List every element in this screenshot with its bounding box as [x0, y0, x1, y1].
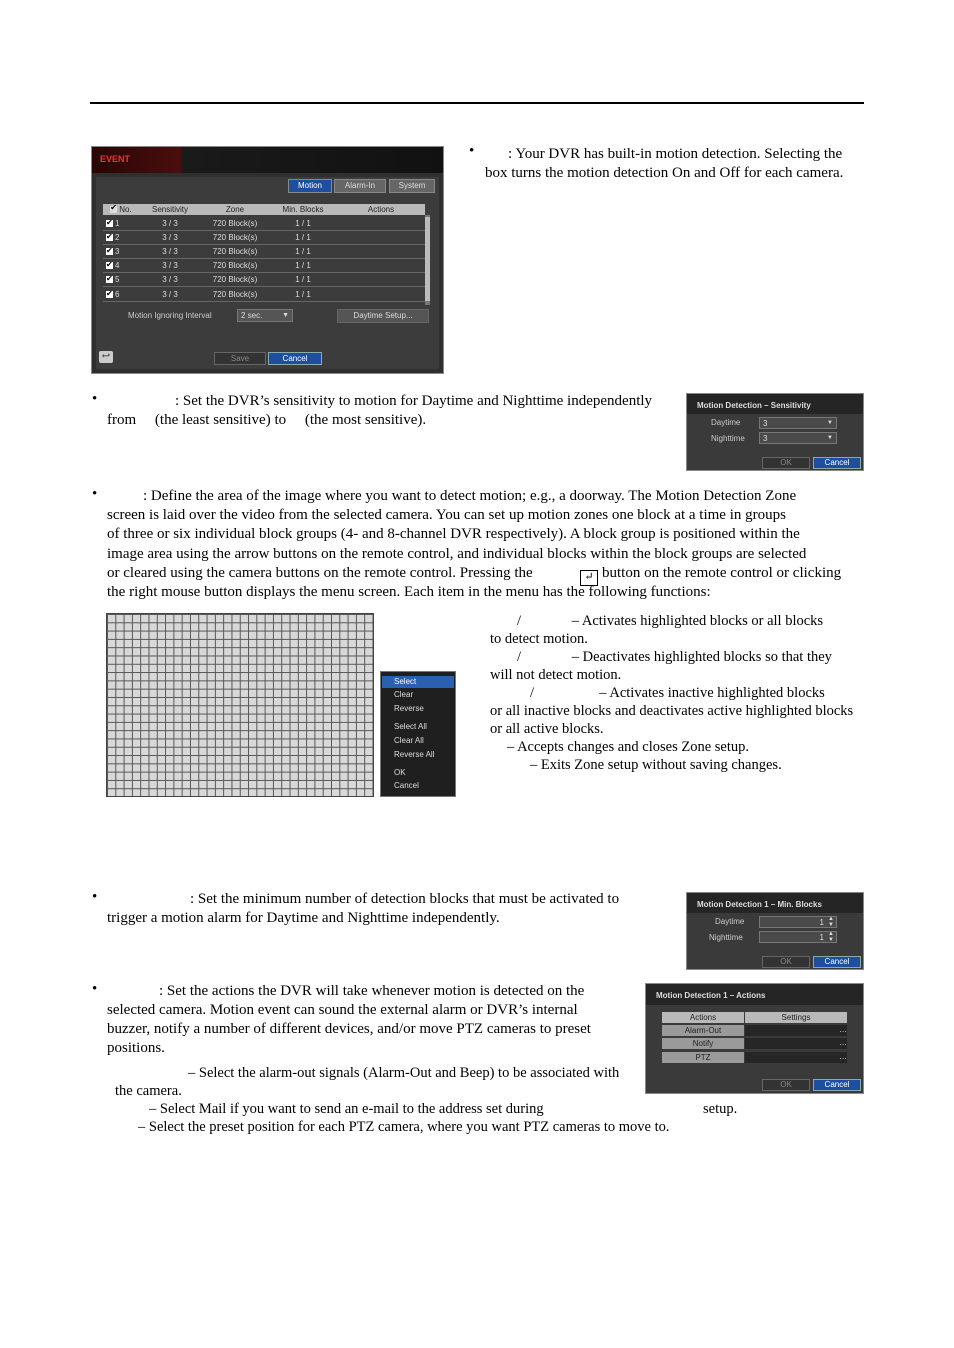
sensitivity-dialog [686, 393, 864, 471]
bullet: • [92, 889, 98, 905]
row-no[interactable]: ✔5 [103, 273, 139, 287]
nighttime-value: 1 [819, 933, 824, 942]
row-min-blocks[interactable]: 1 / 1 [269, 288, 337, 302]
table-row[interactable] [103, 273, 427, 287]
actions-sub1: – Select the alarm-out signals (Alarm-Out and Beep) to be associated with [188, 1065, 620, 1081]
minblocks-dialog-title: Motion Detection 1 – Min. Blocks [697, 900, 822, 909]
row-actions[interactable] [337, 231, 425, 245]
chevron-down-icon: ▼ [827, 435, 833, 441]
daytime-label: Daytime [715, 917, 745, 926]
col-actions: Actions [337, 204, 425, 215]
alarm-out-settings[interactable]: … [745, 1025, 847, 1036]
menu-reverse[interactable]: Reverse [394, 704, 424, 713]
table-row[interactable] [103, 217, 427, 231]
row-no[interactable]: ✔6 [103, 288, 139, 302]
row-no[interactable]: ✔4 [103, 259, 139, 273]
row-sensitivity[interactable]: 3 / 3 [139, 231, 201, 245]
ignoring-interval-value: 2 sec. [241, 311, 263, 320]
zone-grid[interactable] [106, 613, 374, 797]
tab-system[interactable]: System [389, 179, 435, 193]
actions-sub2: – Select Mail if you want to send an e-mail to the address set during [149, 1101, 544, 1117]
actions-text-line2: selected camera. Motion event can sound the external alarm or DVR’s internal [107, 1002, 578, 1018]
sensitivity-text-line2: from (the least sensitive) to (the most sensitive). [107, 412, 427, 428]
row-sensitivity[interactable]: 3 / 3 [139, 245, 201, 259]
no-text-line1: : Your DVR has built-in motion detection. Selecting the [508, 146, 843, 162]
cancel-button[interactable]: Cancel [813, 457, 861, 469]
row-min-blocks[interactable]: 1 / 1 [269, 217, 337, 231]
row-sensitivity[interactable]: 3 / 3 [139, 259, 201, 273]
menu-select-all[interactable]: Select All [394, 722, 427, 731]
actions-dialog [645, 983, 864, 1094]
actions-text-line4: positions. [107, 1040, 165, 1056]
sensitivity-dialog-title: Motion Detection – Sensitivity [697, 401, 811, 410]
ok-button[interactable]: OK [762, 1079, 810, 1091]
nighttime-value: 3 [763, 434, 768, 443]
table-row[interactable] [103, 245, 427, 259]
zone-text-line4: image area using the arrow buttons on the remote control, and individual blocks within the block groups are selected [107, 546, 807, 562]
cancel-button[interactable]: Cancel [813, 1079, 861, 1091]
minblocks-text-line2: trigger a motion alarm for Daytime and Nighttime independently. [107, 910, 500, 926]
row-zone[interactable]: 720 Block(s) [201, 217, 269, 231]
daytime-label: Daytime [711, 418, 741, 427]
daytime-value: 3 [763, 419, 768, 428]
zone-func-line6: or all inactive blocks and deactivates active highlighted blocks [490, 703, 854, 719]
menu-clear[interactable]: Clear [394, 690, 414, 699]
daytime-stepper[interactable] [759, 916, 837, 928]
actions-sub1b: the camera. [115, 1083, 182, 1099]
no-text-line2: box turns the motion detection On and Off for each camera. [485, 165, 844, 181]
menu-reverse-all[interactable]: Reverse All [394, 750, 435, 759]
chevron-down-icon: ▼ [282, 312, 289, 319]
menu-cancel[interactable]: Cancel [394, 781, 419, 790]
zone-func-line2: to detect motion. [490, 631, 588, 647]
bullet: • [469, 143, 475, 159]
stepper-icon: ▲ ▼ [828, 916, 834, 928]
row-actions[interactable] [337, 288, 425, 302]
bullet: • [92, 486, 98, 502]
cancel-button[interactable]: Cancel [813, 956, 861, 968]
row-zone[interactable]: 720 Block(s) [201, 288, 269, 302]
zone-func-line9: – Exits Zone setup without saving changes. [530, 757, 782, 773]
action-row-notify[interactable]: Notify [662, 1038, 744, 1049]
zone-func-line1: / – Activates highlighted blocks or all blocks [517, 613, 824, 629]
row-zone[interactable]: 720 Block(s) [201, 231, 269, 245]
daytime-value: 1 [819, 918, 824, 927]
minblocks-text-line1: : Set the minimum number of detection blocks that must be activated to [190, 891, 620, 907]
zone-text-line3: of three or six individual block groups (4- and 8-channel DVR respectively). A block group is positioned within the [107, 526, 800, 542]
ignoring-interval-select[interactable] [237, 309, 293, 322]
daytime-setup-button[interactable]: Daytime Setup... [337, 309, 429, 323]
tab-alarm-in[interactable]: Alarm-In [334, 179, 386, 193]
chevron-down-icon: ▼ [827, 420, 833, 426]
actions-sub2-tail: setup. [703, 1101, 738, 1117]
menu-select[interactable]: Select [382, 676, 454, 688]
actions-text-line1: : Set the actions the DVR will take whenever motion is detected on the [159, 983, 585, 999]
zone-func-line3: / – Deactivates highlighted blocks so that they [517, 649, 832, 665]
actions-text-line3: buzzer, notify a number of different devices, and/or move PTZ cameras to preset [107, 1021, 591, 1037]
menu-ok[interactable]: OK [394, 768, 406, 777]
nighttime-select[interactable] [759, 432, 837, 444]
row-no[interactable]: ✔2 [103, 231, 139, 245]
row-sensitivity[interactable]: 3 / 3 [139, 273, 201, 287]
notify-settings[interactable]: … [745, 1038, 847, 1049]
actions-sub3: – Select the preset position for each PTZ camera, where you want PTZ cameras to move to. [138, 1119, 670, 1135]
ok-button[interactable]: OK [762, 956, 810, 968]
cancel-button[interactable]: Cancel [268, 352, 322, 365]
row-actions[interactable] [337, 217, 425, 231]
event-title: EVENT [100, 154, 131, 164]
zone-func-line5: / – Activates inactive highlighted blocks [530, 685, 825, 701]
event-table-header [103, 204, 425, 215]
stepper-icon: ▲ ▼ [828, 931, 834, 943]
zone-func-line7: or all active blocks. [490, 721, 604, 737]
sensitivity-text-line1: : Set the DVR’s sensitivity to motion for Daytime and Nighttime independently [175, 393, 653, 409]
col-min-blocks: Min. Blocks [269, 204, 337, 215]
nighttime-stepper[interactable] [759, 931, 837, 943]
actions-col-header: Actions [662, 1012, 744, 1023]
zone-func-line4: will not detect motion. [490, 667, 622, 683]
zone-func-line8: – Accepts changes and closes Zone setup. [507, 739, 749, 755]
row-zone[interactable]: 720 Block(s) [201, 245, 269, 259]
row-no[interactable]: ✔1 [103, 217, 139, 231]
ptz-settings[interactable]: … [745, 1052, 847, 1063]
row-min-blocks[interactable]: 1 / 1 [269, 259, 337, 273]
bullet: • [92, 981, 98, 997]
row-no[interactable]: ✔3 [103, 245, 139, 259]
row-zone[interactable]: 720 Block(s) [201, 273, 269, 287]
row-min-blocks[interactable]: 1 / 1 [269, 273, 337, 287]
save-button[interactable]: Save [214, 352, 266, 365]
col-no: ✔No. [103, 204, 139, 215]
event-title-bar [92, 147, 443, 173]
bullet: • [92, 391, 98, 407]
zone-menu [380, 671, 456, 797]
nighttime-label: Nighttime [709, 933, 743, 942]
table-row[interactable] [103, 231, 427, 245]
col-zone: Zone [201, 204, 269, 215]
zone-text-line5: or cleared using the camera buttons on the remote control. Pressing the [107, 565, 533, 581]
tab-motion[interactable]: Motion [288, 179, 332, 193]
row-sensitivity[interactable]: 3 / 3 [139, 288, 201, 302]
row-actions[interactable] [337, 245, 425, 259]
col-sensitivity: Sensitivity [139, 204, 201, 215]
row-min-blocks[interactable]: 1 / 1 [269, 231, 337, 245]
enter-key-icon: ↵ [580, 565, 598, 586]
nighttime-label: Nighttime [711, 434, 745, 443]
row-actions[interactable] [337, 273, 425, 287]
header-rule [90, 102, 864, 104]
zone-text-line5b: button on the remote control or clicking [602, 565, 842, 581]
settings-col-header: Settings [745, 1012, 847, 1023]
table-row[interactable] [103, 288, 427, 302]
row-actions[interactable] [337, 259, 425, 273]
zone-text-line2: screen is laid over the video from the selected camera. You can set up motion zones one block at a time in groups [107, 507, 786, 523]
action-row-alarm-out[interactable]: Alarm-Out [662, 1025, 744, 1036]
ignoring-interval-label: Motion Ignoring Interval [128, 311, 212, 320]
minblocks-dialog [686, 892, 864, 970]
zone-text-line6: the right mouse button displays the menu screen. Each item in the menu has the following functions: [107, 584, 711, 600]
actions-dialog-title: Motion Detection 1 – Actions [656, 991, 766, 1000]
ok-button[interactable]: OK [762, 457, 810, 469]
table-row[interactable] [103, 259, 427, 273]
row-zone[interactable]: 720 Block(s) [201, 259, 269, 273]
action-row-ptz[interactable]: PTZ [662, 1052, 744, 1063]
row-min-blocks[interactable]: 1 / 1 [269, 245, 337, 259]
menu-clear-all[interactable]: Clear All [394, 736, 424, 745]
back-icon[interactable]: ↩ [99, 351, 113, 363]
zone-text-line1: : Define the area of the image where you want to detect motion; e.g., a doorway. The Motion Detection Zone [143, 488, 797, 504]
daytime-select[interactable] [759, 417, 837, 429]
row-sensitivity[interactable]: 3 / 3 [139, 217, 201, 231]
